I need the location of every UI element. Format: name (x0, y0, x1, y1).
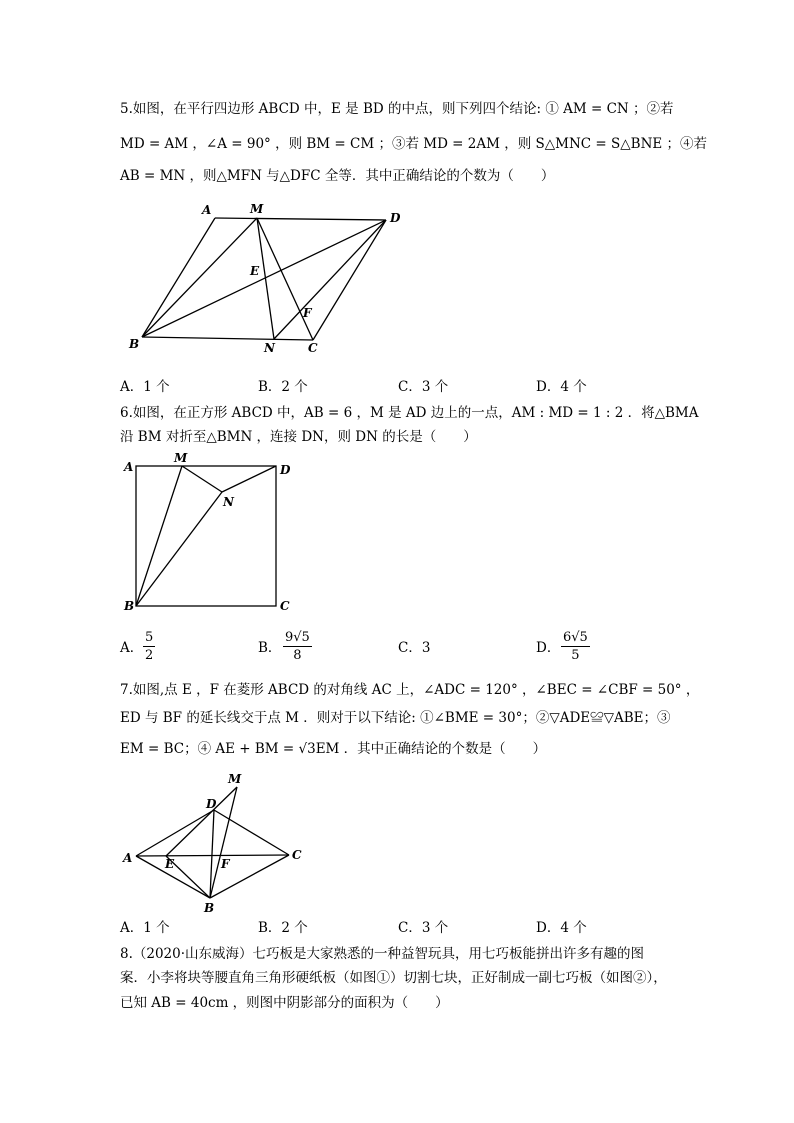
q5-option-b: B．2 个 (258, 379, 308, 395)
q6-option-a-numerator: 5 (145, 630, 154, 645)
q6-option-b-letter: B． (258, 640, 282, 656)
q8-text-line-2: 案．小李将块等腰直角三角形硬纸板（如图①）切割七块，正好制成一副七巧板（如图②）， (120, 970, 667, 986)
q7-text-line-3: EM = BC；④ AE + BM = √3EM ．其中正确结论的个数是（ ） (120, 741, 547, 757)
q6-label-b: B (124, 599, 135, 613)
q6-option-b-fraction (283, 629, 312, 664)
q7-label-e: E (165, 857, 175, 871)
q5-label-a: A (202, 203, 212, 217)
q7-option-a: A．1 个 (120, 920, 170, 936)
q5-option-d: D．4 个 (536, 379, 587, 395)
q8-text-line-3: 已知 AB = 40cm ，则图中阴影部分的面积为（ ） (120, 995, 449, 1011)
q5-label-c: C (308, 341, 318, 355)
q5-text-line-3: AB = MN ，则△MFN 与△DFC 全等．其中正确结论的个数为（ ） (120, 168, 555, 184)
q7-option-d: D．4 个 (536, 920, 587, 936)
q7-label-c: C (292, 848, 302, 862)
q6-option-c: C．3 (398, 640, 431, 656)
q5-option-c: C．3 个 (398, 379, 449, 395)
q7-label-m: M (228, 772, 242, 786)
q6-text-line-2: 沿 BM 对折至△BMN ，连接 DN，则 DN 的长是（ ） (120, 429, 477, 445)
q5-label-f: F (303, 306, 312, 320)
q7-label-a: A (123, 851, 133, 865)
q5-label-e: E (250, 264, 260, 278)
q6-option-a-fraction (143, 629, 155, 664)
q7-text-line-1: 7.如图,点 E ，F 在菱形 ABCD 的对角线 AC 上，∠ADC = 120° ，∠BEC = ∠CBF = 50° ， (120, 682, 700, 698)
q6-option-b-numerator: 9√5 (285, 630, 310, 645)
q5-label-b: B (129, 337, 140, 351)
q7-option-b: B．2 个 (258, 920, 308, 936)
q5-label-m: M (250, 202, 264, 216)
q6-label-n: N (223, 495, 234, 509)
q6-text-line-1: 6.如图，在正方形 ABCD 中，AB = 6 ，M 是 AD 边上的一点，AM : MD = 1 : 2 ．将△BMA (120, 405, 699, 421)
q7-option-c: C．3 个 (398, 920, 449, 936)
q7-label-b: B (204, 901, 215, 915)
q7-label-f: F (221, 857, 230, 871)
q5-text-line-1: 5.如图，在平行四边形 ABCD 中，E 是 BD 的中点，则下列四个结论: ① AM = CN ；②若 (120, 101, 674, 117)
q6-option-a-denominator: 2 (145, 648, 154, 663)
q6-option-a-letter: A． (120, 640, 144, 656)
q8-text-line-1: 8.（2020·山东威海）七巧板是大家熟悉的一种益智玩具，用七巧板能拼出许多有趣的图 (120, 946, 645, 962)
q5-option-a: A．1 个 (120, 379, 170, 395)
q6-label-a: A (124, 460, 134, 474)
q6-option-d-denominator: 5 (571, 648, 580, 663)
q5-label-n: N (264, 341, 275, 355)
q5-label-d: D (390, 211, 401, 225)
q6-label-c: C (280, 599, 290, 613)
q6-option-d-numerator: 6√5 (563, 630, 588, 645)
q5-text-line-2: MD = AM ，∠A = 90° ，则 BM = CM ；③若 MD = 2AM ，则 S△MNC = S△BNE ；④若 (120, 136, 708, 152)
q7-label-d: D (206, 797, 217, 811)
q6-option-d-fraction (561, 629, 590, 664)
q6-label-d: D (280, 463, 291, 477)
q6-option-b-denominator: 8 (293, 648, 302, 663)
q6-option-d-letter: D． (536, 640, 561, 656)
q6-label-m: M (174, 451, 188, 465)
q7-text-line-2: ED 与 BF 的延长线交于点 M ．则对于以下结论: ①∠BME = 30°；②▽ADE≌▽ABE；③ (120, 710, 671, 726)
